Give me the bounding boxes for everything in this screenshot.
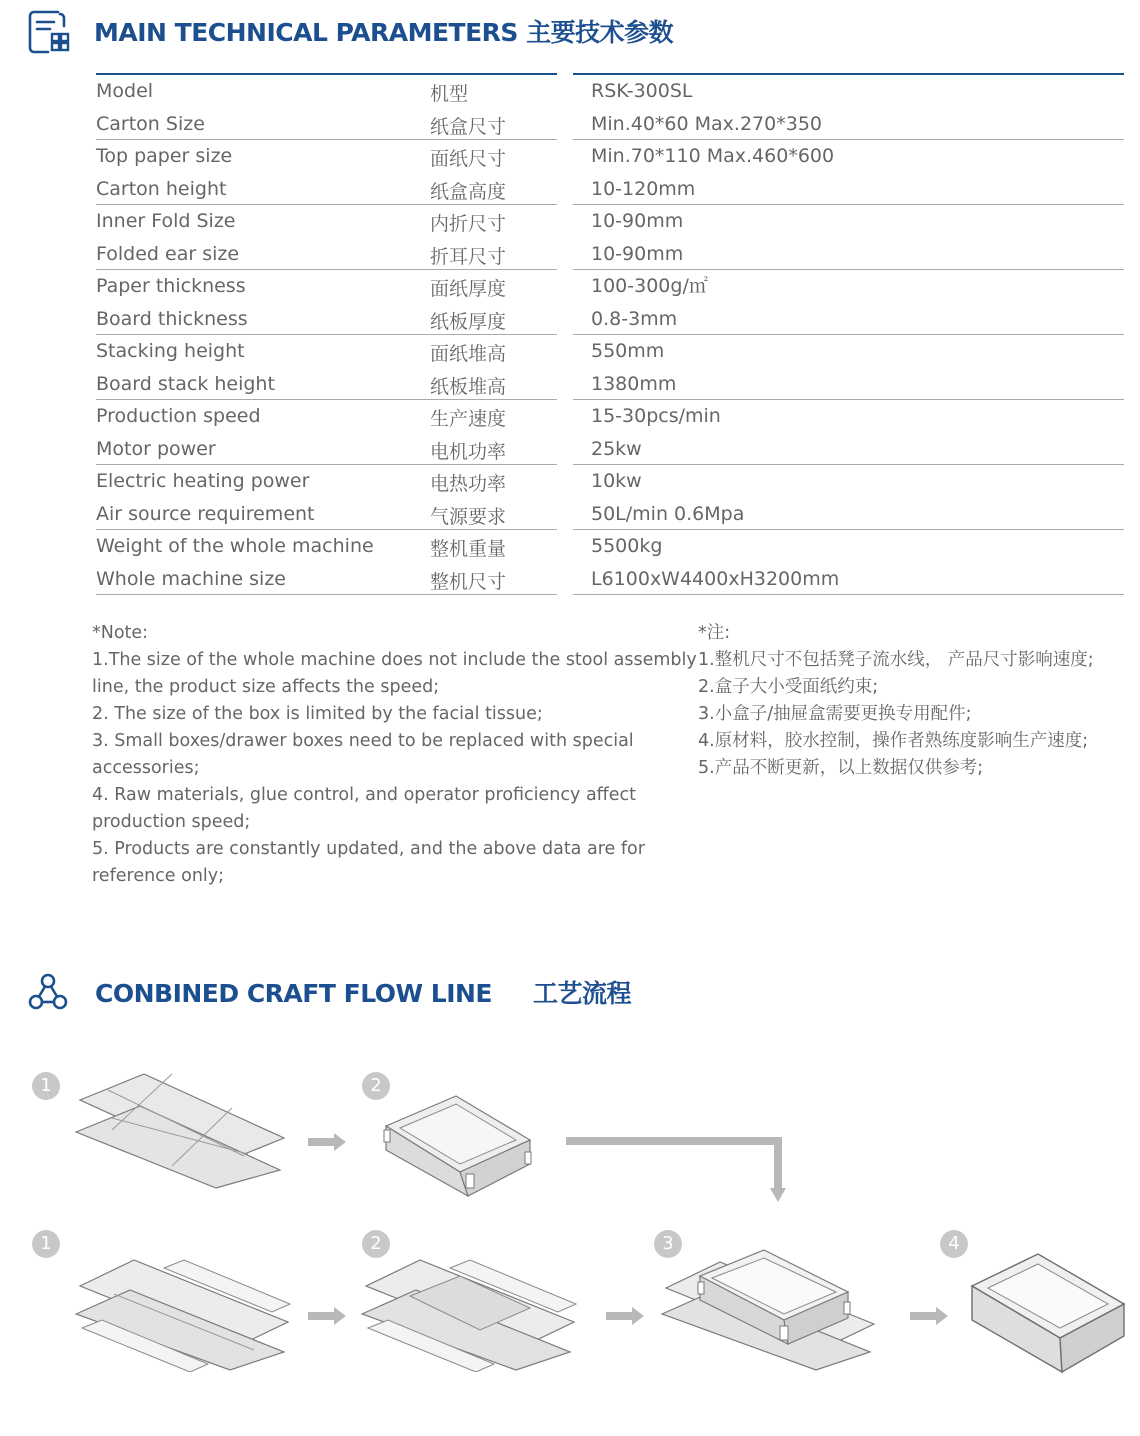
param-label-en: Motor power xyxy=(96,438,216,460)
param-value: 10-120mm xyxy=(591,178,696,200)
params-labels-table xyxy=(96,73,557,595)
param-label-row xyxy=(96,238,557,271)
param-row-group xyxy=(96,205,557,270)
param-label-en: Top paper size xyxy=(96,145,233,167)
param-label-row xyxy=(96,108,557,141)
flow-network-icon xyxy=(28,972,68,1012)
params-values-table xyxy=(573,73,1124,595)
param-label-row xyxy=(96,75,557,108)
flow-section-title: CONBINED CRAFT FLOW LINE 工艺流程 xyxy=(95,979,632,1008)
param-row-group xyxy=(96,400,557,465)
param-label-row xyxy=(96,433,557,466)
param-label-cn: 生产速度 xyxy=(430,408,507,430)
param-value: 15-30pcs/min xyxy=(591,405,721,427)
param-label-en: Carton height xyxy=(96,178,227,200)
param-row-group xyxy=(96,530,557,595)
arrow-right-icon xyxy=(308,1133,346,1151)
note-line-cn: 3.小盒子/抽屉盒需要更换专用配件; xyxy=(698,704,972,724)
notes-english xyxy=(92,620,697,890)
param-label-cn: 折耳尺寸 xyxy=(430,246,507,268)
note-line-en: 1.The size of the whole machine does not include the stool assembly xyxy=(92,650,697,670)
note-line-cn: 1.整机尺寸不包括凳子流水线， 产品尺寸影响速度; xyxy=(698,650,1094,670)
param-label-en: Weight of the whole machine xyxy=(96,535,374,557)
tray-illustration xyxy=(382,1092,534,1198)
param-label-en: Air source requirement xyxy=(96,503,315,525)
param-label-cn: 面纸尺寸 xyxy=(430,148,507,170)
param-row-group xyxy=(573,465,1124,530)
param-label-cn: 纸盒尺寸 xyxy=(430,116,507,138)
note-line-en: 4. Raw materials, glue control, and operator proficiency affect xyxy=(92,785,636,805)
param-label-row xyxy=(96,303,557,336)
cover-paper-illustration-2 xyxy=(360,1256,578,1372)
param-row-group xyxy=(573,335,1124,400)
cover-paper-illustration-1 xyxy=(74,1256,292,1372)
bottom-step-badge-2: 2 xyxy=(362,1230,390,1258)
param-row-group xyxy=(96,270,557,335)
param-label-row xyxy=(96,205,557,238)
top-step-badge-1: 1 xyxy=(32,1072,60,1100)
param-label-row xyxy=(96,140,557,173)
param-value: 10-90mm xyxy=(591,210,684,232)
param-value: 50L/min 0.6Mpa xyxy=(591,503,745,525)
note-line-cn: 5.产品不断更新，以上数据仅供参考; xyxy=(698,758,984,778)
param-label-cn: 纸板厚度 xyxy=(430,311,507,333)
param-row-group xyxy=(573,270,1124,335)
param-label-row xyxy=(96,400,557,433)
bottom-step-badge-1: 1 xyxy=(32,1230,60,1258)
note-line-cn: 2.盒子大小受面纸约束; xyxy=(698,677,879,697)
param-label-cn: 机型 xyxy=(430,83,469,105)
param-label-cn: 面纸堆高 xyxy=(430,343,507,365)
param-label-cn: 面纸厚度 xyxy=(430,278,507,300)
param-label-cn: 整机尺寸 xyxy=(430,571,507,593)
param-row-group xyxy=(573,205,1124,270)
param-label-en: Inner Fold Size xyxy=(96,210,236,232)
param-value: Min.40*60 Max.270*350 xyxy=(591,113,822,135)
param-row-group xyxy=(96,75,557,140)
param-row-group xyxy=(96,465,557,530)
param-value: 5500kg xyxy=(591,535,663,557)
note-line-en: 5. Products are constantly updated, and the above data are for xyxy=(92,839,645,859)
param-value: L6100xW4400xH3200mm xyxy=(591,568,840,590)
param-label-row xyxy=(96,465,557,498)
param-value: 1380mm xyxy=(591,373,677,395)
param-label-row xyxy=(96,498,557,531)
param-label-row xyxy=(96,270,557,303)
note-line-en: 3. Small boxes/drawer boxes need to be replaced with special xyxy=(92,731,634,751)
connector-arrow-icon xyxy=(566,1136,786,1204)
note-line-cn: *注: xyxy=(698,623,731,643)
note-line-cn: 4.原材料，胶水控制，操作者熟练度影响生产速度; xyxy=(698,731,1089,751)
param-label-row xyxy=(96,335,557,368)
note-line-en: production speed; xyxy=(92,812,251,832)
bottom-step-badge-4: 4 xyxy=(940,1230,968,1258)
note-line-en: line, the product size affects the speed; xyxy=(92,677,440,697)
param-label-row xyxy=(96,563,557,596)
param-row-group xyxy=(573,75,1124,140)
param-label-en: Folded ear size xyxy=(96,243,240,265)
note-line-en: accessories; xyxy=(92,758,200,778)
param-label-en: Whole machine size xyxy=(96,568,286,590)
param-value: 25kw xyxy=(591,438,642,460)
notes-chinese xyxy=(698,620,1138,782)
flat-board-illustration xyxy=(72,1070,292,1190)
param-value: 550mm xyxy=(591,340,665,362)
note-line-en: reference only; xyxy=(92,866,225,886)
param-label-cn: 纸板堆高 xyxy=(430,376,507,398)
note-line-en: *Note: xyxy=(92,623,149,643)
param-value: Min.70*110 Max.460*600 xyxy=(591,145,835,167)
param-label-cn: 内折尺寸 xyxy=(430,213,507,235)
param-label-row xyxy=(96,173,557,206)
param-row-group xyxy=(96,335,557,400)
spec-sheet-icon xyxy=(28,8,70,54)
param-label-row xyxy=(96,368,557,401)
params-section-header xyxy=(28,8,673,54)
param-value: 10-90mm xyxy=(591,243,684,265)
param-value: 10kw xyxy=(591,470,642,492)
arrow-right-icon xyxy=(606,1307,644,1325)
param-value: 100-300g/㎡ xyxy=(591,275,708,297)
param-label-en: Paper thickness xyxy=(96,275,246,297)
param-label-en: Stacking height xyxy=(96,340,245,362)
param-label-en: Model xyxy=(96,80,154,102)
param-row-group xyxy=(573,400,1124,465)
param-value: RSK-300SL xyxy=(591,80,693,102)
param-label-en: Production speed xyxy=(96,405,261,427)
box-on-cover-illustration xyxy=(660,1248,880,1372)
param-label-en: Carton Size xyxy=(96,113,205,135)
param-label-cn: 电热功率 xyxy=(430,473,507,495)
param-label-en: Electric heating power xyxy=(96,470,310,492)
arrow-right-icon xyxy=(910,1307,948,1325)
param-label-cn: 电机功率 xyxy=(430,441,507,463)
param-row-group xyxy=(573,530,1124,595)
param-row-group xyxy=(573,140,1124,205)
param-label-cn: 整机重量 xyxy=(430,538,507,560)
param-value: 0.8-3mm xyxy=(591,308,678,330)
params-section-title: MAIN TECHNICAL PARAMETERS 主要技术参数 xyxy=(94,18,674,47)
param-row-group xyxy=(96,140,557,205)
param-label-en: Board stack height xyxy=(96,373,275,395)
param-label-row xyxy=(96,530,557,563)
finished-box-illustration xyxy=(968,1248,1128,1378)
top-step-badge-2: 2 xyxy=(362,1072,390,1100)
param-label-en: Board thickness xyxy=(96,308,248,330)
param-label-cn: 气源要求 xyxy=(430,506,507,528)
note-line-en: 2. The size of the box is limited by the facial tissue; xyxy=(92,704,543,724)
param-label-cn: 纸盒高度 xyxy=(430,181,507,203)
bottom-step-badge-3: 3 xyxy=(654,1230,682,1258)
arrow-right-icon xyxy=(308,1307,346,1325)
flow-section-header xyxy=(28,972,631,1012)
